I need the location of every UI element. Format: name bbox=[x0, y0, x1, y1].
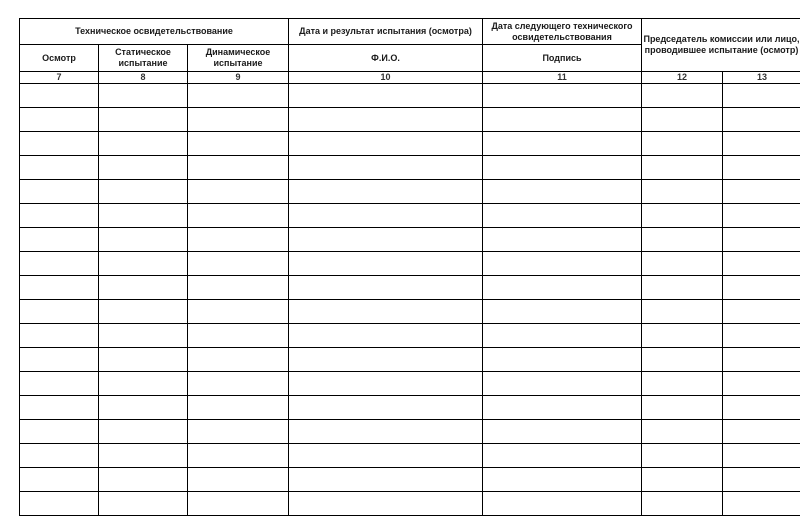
table-cell[interactable] bbox=[483, 468, 642, 492]
header-static-test: Статическое испытание bbox=[99, 45, 188, 72]
table-cell[interactable] bbox=[483, 348, 642, 372]
table-cell[interactable] bbox=[483, 444, 642, 468]
table-cell[interactable] bbox=[99, 108, 188, 132]
table-cell[interactable] bbox=[723, 252, 800, 276]
table-cell[interactable] bbox=[20, 84, 99, 108]
table-cell[interactable] bbox=[20, 300, 99, 324]
column-number: 13 bbox=[723, 72, 800, 84]
table-row bbox=[20, 132, 800, 156]
table-cell[interactable] bbox=[99, 396, 188, 420]
table-cell[interactable] bbox=[483, 156, 642, 180]
table-cell[interactable] bbox=[20, 252, 99, 276]
table-row bbox=[20, 444, 800, 468]
table-row bbox=[20, 180, 800, 204]
header-next-inspection-date: Дата следующего технического освидетельствования bbox=[483, 19, 642, 45]
table-cell[interactable] bbox=[289, 300, 483, 324]
table-row bbox=[20, 420, 800, 444]
table-cell[interactable] bbox=[99, 444, 188, 468]
column-number: 12 bbox=[642, 72, 723, 84]
column-number: 11 bbox=[483, 72, 642, 84]
table-cell[interactable] bbox=[99, 372, 188, 396]
header-inspection: Осмотр bbox=[20, 45, 99, 72]
table-cell[interactable] bbox=[483, 276, 642, 300]
table-cell[interactable] bbox=[20, 204, 99, 228]
table-row bbox=[20, 156, 800, 180]
table-cell[interactable] bbox=[723, 180, 800, 204]
table-cell[interactable] bbox=[99, 468, 188, 492]
table-cell[interactable] bbox=[188, 420, 289, 444]
table-cell[interactable] bbox=[289, 420, 483, 444]
table-cell[interactable] bbox=[483, 84, 642, 108]
table-cell[interactable] bbox=[483, 108, 642, 132]
table-cell[interactable] bbox=[642, 372, 723, 396]
table-cell[interactable] bbox=[723, 468, 800, 492]
table-cell[interactable] bbox=[289, 396, 483, 420]
table-cell[interactable] bbox=[188, 84, 289, 108]
table-cell[interactable] bbox=[99, 156, 188, 180]
table-row bbox=[20, 324, 800, 348]
table-cell[interactable] bbox=[483, 252, 642, 276]
column-number: 7 bbox=[20, 72, 99, 84]
table-cell[interactable] bbox=[483, 132, 642, 156]
table-cell[interactable] bbox=[483, 300, 642, 324]
column-number: 10 bbox=[289, 72, 483, 84]
table-cell[interactable] bbox=[20, 348, 99, 372]
column-number: 9 bbox=[188, 72, 289, 84]
table-cell[interactable] bbox=[642, 420, 723, 444]
header-row-1 bbox=[20, 19, 800, 45]
table-row bbox=[20, 84, 800, 108]
table-cell[interactable] bbox=[642, 204, 723, 228]
table-cell[interactable] bbox=[483, 396, 642, 420]
table-cell[interactable] bbox=[20, 444, 99, 468]
table-cell[interactable] bbox=[188, 180, 289, 204]
table-cell[interactable] bbox=[20, 108, 99, 132]
table-cell[interactable] bbox=[99, 276, 188, 300]
table-cell[interactable] bbox=[99, 348, 188, 372]
table-cell[interactable] bbox=[723, 132, 800, 156]
table-cell[interactable] bbox=[289, 324, 483, 348]
table-cell[interactable] bbox=[188, 444, 289, 468]
table-cell[interactable] bbox=[20, 468, 99, 492]
table-cell[interactable] bbox=[20, 228, 99, 252]
table-cell[interactable] bbox=[188, 468, 289, 492]
table-cell[interactable] bbox=[188, 204, 289, 228]
table-cell[interactable] bbox=[188, 276, 289, 300]
table-cell[interactable] bbox=[723, 348, 800, 372]
inspection-journal-sheet bbox=[19, 18, 800, 516]
table-cell[interactable] bbox=[99, 324, 188, 348]
table-cell[interactable] bbox=[99, 420, 188, 444]
table-cell[interactable] bbox=[483, 204, 642, 228]
table-cell[interactable] bbox=[723, 372, 800, 396]
table-cell[interactable] bbox=[188, 252, 289, 276]
table-cell[interactable] bbox=[483, 420, 642, 444]
table-cell[interactable] bbox=[188, 324, 289, 348]
table-cell[interactable] bbox=[483, 372, 642, 396]
header-tech-inspection: Техническое освидетельствование bbox=[20, 19, 289, 45]
table-cell[interactable] bbox=[483, 324, 642, 348]
table-cell[interactable] bbox=[188, 228, 289, 252]
table-row bbox=[20, 372, 800, 396]
table-cell[interactable] bbox=[20, 180, 99, 204]
table-row bbox=[20, 252, 800, 276]
table-cell[interactable] bbox=[20, 132, 99, 156]
table-cell[interactable] bbox=[20, 396, 99, 420]
header-commission-chair: Председатель комиссии или лицо, проводившее испытание (осмотр) bbox=[642, 19, 800, 72]
table-cell[interactable] bbox=[723, 444, 800, 468]
table-cell[interactable] bbox=[289, 180, 483, 204]
table-cell[interactable] bbox=[20, 324, 99, 348]
table-cell[interactable] bbox=[642, 324, 723, 348]
table-cell[interactable] bbox=[642, 348, 723, 372]
table-row bbox=[20, 108, 800, 132]
table-cell[interactable] bbox=[723, 228, 800, 252]
table-row bbox=[20, 228, 800, 252]
header-full-name: Ф.И.О. bbox=[289, 45, 483, 72]
table-cell[interactable] bbox=[642, 132, 723, 156]
table-cell[interactable] bbox=[289, 204, 483, 228]
table-cell[interactable] bbox=[99, 180, 188, 204]
table-cell[interactable] bbox=[289, 276, 483, 300]
column-number-row bbox=[20, 72, 800, 84]
table-cell[interactable] bbox=[289, 228, 483, 252]
table-cell[interactable] bbox=[723, 108, 800, 132]
table-cell[interactable] bbox=[642, 468, 723, 492]
table-cell[interactable] bbox=[99, 228, 188, 252]
table-cell[interactable] bbox=[20, 420, 99, 444]
table-cell[interactable] bbox=[723, 396, 800, 420]
table-cell[interactable] bbox=[642, 276, 723, 300]
table-cell[interactable] bbox=[289, 84, 483, 108]
table-cell[interactable] bbox=[188, 156, 289, 180]
column-number: 8 bbox=[99, 72, 188, 84]
table-cell[interactable] bbox=[289, 444, 483, 468]
table-cell[interactable] bbox=[289, 252, 483, 276]
table-row bbox=[20, 348, 800, 372]
table-cell[interactable] bbox=[642, 84, 723, 108]
table-cell[interactable] bbox=[723, 276, 800, 300]
table-cell[interactable] bbox=[723, 204, 800, 228]
inspection-journal-table bbox=[19, 18, 800, 516]
table-cell[interactable] bbox=[723, 324, 800, 348]
table-row bbox=[20, 300, 800, 324]
table-cell[interactable] bbox=[99, 252, 188, 276]
table-cell[interactable] bbox=[642, 444, 723, 468]
table-cell[interactable] bbox=[99, 132, 188, 156]
table-cell[interactable] bbox=[723, 156, 800, 180]
table-cell[interactable] bbox=[188, 396, 289, 420]
table-row bbox=[20, 276, 800, 300]
table-cell[interactable] bbox=[642, 156, 723, 180]
table-cell[interactable] bbox=[289, 468, 483, 492]
table-cell[interactable] bbox=[20, 372, 99, 396]
table-row bbox=[20, 204, 800, 228]
table-cell[interactable] bbox=[20, 276, 99, 300]
table-cell[interactable] bbox=[20, 156, 99, 180]
table-cell[interactable] bbox=[723, 420, 800, 444]
table-cell[interactable] bbox=[289, 372, 483, 396]
table-cell[interactable] bbox=[99, 204, 188, 228]
table-cell[interactable] bbox=[289, 108, 483, 132]
table-cell[interactable] bbox=[289, 156, 483, 180]
header-dynamic-test: Динамическое испытание bbox=[188, 45, 289, 72]
table-cell[interactable] bbox=[642, 396, 723, 420]
header-test-date-result: Дата и результат испытания (осмотра) bbox=[289, 19, 483, 45]
table-cell[interactable] bbox=[642, 180, 723, 204]
table-row bbox=[20, 468, 800, 492]
table-row bbox=[20, 396, 800, 420]
header-signature: Подпись bbox=[483, 45, 642, 72]
table-cell[interactable] bbox=[483, 180, 642, 204]
table-cell[interactable] bbox=[289, 132, 483, 156]
table-cell[interactable] bbox=[642, 300, 723, 324]
table-cell[interactable] bbox=[642, 252, 723, 276]
table-cell[interactable] bbox=[99, 84, 188, 108]
table-cell[interactable] bbox=[483, 228, 642, 252]
table-cell[interactable] bbox=[723, 300, 800, 324]
table-cell[interactable] bbox=[188, 300, 289, 324]
table-cell[interactable] bbox=[723, 84, 800, 108]
table-cell[interactable] bbox=[188, 372, 289, 396]
table-cell[interactable] bbox=[188, 348, 289, 372]
journal-body bbox=[20, 84, 800, 516]
table-cell[interactable] bbox=[289, 348, 483, 372]
table-cell[interactable] bbox=[188, 132, 289, 156]
table-cell[interactable] bbox=[99, 300, 188, 324]
table-cell[interactable] bbox=[642, 108, 723, 132]
table-cell[interactable] bbox=[188, 108, 289, 132]
table-cell[interactable] bbox=[642, 228, 723, 252]
